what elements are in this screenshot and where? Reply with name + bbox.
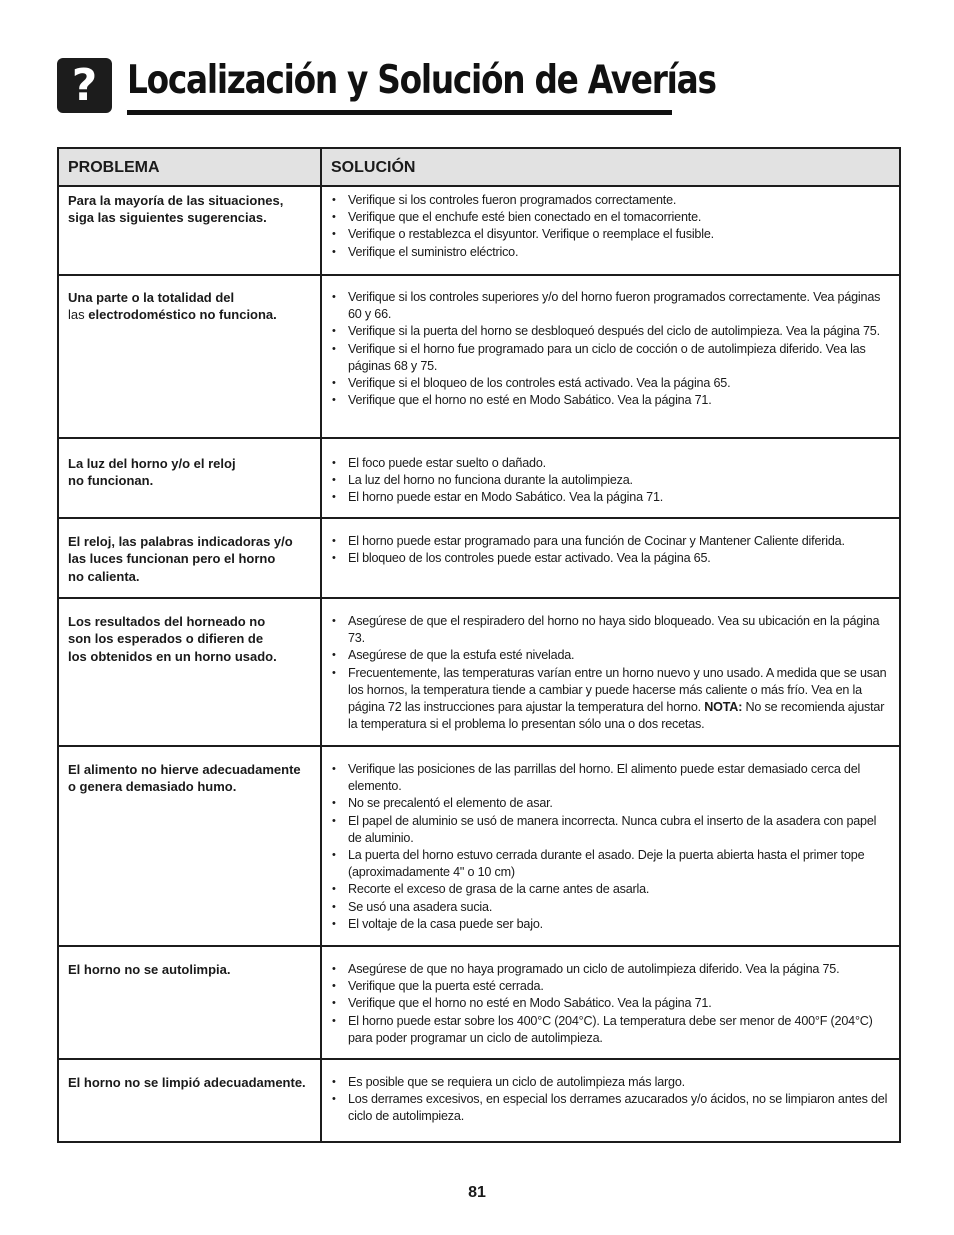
problem-cell (58, 518, 321, 598)
column-header-solution: SOLUCIÓN (321, 148, 900, 186)
solution-item: • Asegúrese de que no haya programado un ciclo de autolimpieza diferido. Vea la página 75. (330, 961, 893, 978)
problem-text: no funcionan. (68, 473, 154, 489)
column-header-problem: PROBLEMA (58, 148, 321, 186)
solution-item: • Verifique que la puerta esté cerrada. (330, 978, 893, 995)
table-row (58, 746, 900, 946)
solution-item: • Verifique que el enchufe esté bien conectado en el tomacorriente. (330, 209, 893, 226)
problem-cell (58, 186, 321, 275)
solution-item: • El foco puede estar suelto o dañado. (330, 455, 893, 472)
solution-item: • Se usó una asadera sucia. (330, 899, 893, 916)
problem-text: La luz del horno y/o el reloj (68, 456, 236, 471)
solution-item: • El horno puede estar programado para una función de Cocinar y Mantener Caliente diferida. (330, 533, 893, 550)
solution-item: • La luz del horno no funciona durante la autolimpieza. (330, 472, 893, 489)
table-row (58, 275, 900, 438)
solution-item: • El voltaje de la casa puede ser bajo. (330, 916, 893, 933)
solution-item: • Es posible que se requiera un ciclo de autolimpieza más largo. (330, 1074, 893, 1091)
solution-item: • Verifique que el horno no esté en Modo Sabático. Vea la página 71. (330, 392, 893, 409)
problem-text: los obtenidos en un horno usado. (68, 648, 277, 664)
problem-text: Para la mayoría de las situaciones, (68, 193, 284, 208)
table-row (58, 438, 900, 518)
solution-item: • Verifique si el bloqueo de los controles está activado. Vea la página 65. (330, 375, 893, 392)
solution-item: • No se precalentó el elemento de asar. (330, 795, 893, 812)
solution-item: • Verifique las posiciones de las parrillas del horno. El alimento puede estar demasiado cerca del elemento. (330, 761, 893, 795)
solution-item: • Recorte el exceso de grasa de la carne antes de asarla. (330, 881, 893, 898)
solution-cell (321, 438, 900, 518)
solution-item: • Asegúrese de que el respiradero del horno no haya sido bloqueado. Vea su ubicación en la página 73. (330, 613, 893, 647)
solution-item: • El papel de aluminio se usó de manera incorrecta. Nunca cubra el inserto de la asadera con papel de aluminio. (330, 813, 893, 847)
title-underline (127, 110, 672, 115)
solution-item: • Verifique si el horno fue programado para un ciclo de cocción o de autolimpieza diferido. Vea las páginas 68 y 75. (330, 341, 893, 375)
problem-text: El horno no se autolimpia. (68, 962, 231, 977)
problem-cell (58, 598, 321, 746)
solution-cell (321, 518, 900, 598)
problem-cell (58, 946, 321, 1059)
problem-text: siga las siguientes sugerencias. (68, 210, 267, 226)
page-number: 81 (468, 1184, 486, 1201)
note-label: NOTA: (704, 700, 743, 715)
problem-text: o genera demasiado humo. (68, 779, 237, 795)
table-row (58, 1059, 900, 1142)
problem-text: El reloj, las palabras indicadoras y/o (68, 534, 293, 549)
solution-item: • La puerta del horno estuvo cerrada durante el asado. Deje la puerta abierta hasta el primer tope (aproximadamente 4" o 10 cm) (330, 847, 893, 881)
solution-cell (321, 946, 900, 1059)
solution-cell (321, 746, 900, 946)
problem-text: no calienta. (68, 568, 140, 584)
solution-item: • Verifique si la puerta del horno se desbloqueó después del ciclo de autolimpieza. Vea la página 75. (330, 323, 893, 340)
table-row (58, 186, 900, 275)
problem-text: El horno no se limpió adecuadamente. (68, 1075, 306, 1090)
problem-cell (58, 1059, 321, 1142)
solution-item: • El bloqueo de los controles puede estar activado. Vea la página 65. (330, 550, 893, 567)
solution-item: • Verifique que el horno no esté en Modo Sabático. Vea la página 71. (330, 995, 893, 1012)
problem-cell (58, 438, 321, 518)
solution-cell (321, 598, 900, 746)
solution-cell (321, 1059, 900, 1142)
question-mark-icon: ? (57, 58, 112, 113)
problem-text: Una parte o la totalidad del (68, 290, 235, 305)
solution-cell (321, 275, 900, 438)
solution-cell (321, 186, 900, 275)
problem-text: El alimento no hierve adecuadamente (68, 762, 301, 777)
problem-text: son los esperados o difieren de (68, 631, 264, 647)
problem-text: las luces funcionan pero el horno (68, 551, 276, 567)
problem-cell (58, 275, 321, 438)
solution-item: • Verifique si los controles superiores y/o del horno fueron programados correctamente. Vea páginas 60 y 66. (330, 289, 893, 323)
solution-item: • Asegúrese de que la estufa esté nivelada. (330, 647, 893, 664)
table-row (58, 946, 900, 1059)
table-row (58, 598, 900, 746)
solution-item: • El horno puede estar en Modo Sabático. Vea la página 71. (330, 489, 893, 506)
problem-cell (58, 746, 321, 946)
page-title: Localización y Solución de Averías (127, 58, 716, 103)
solution-item: • Los derrames excesivos, en especial los derrames azucarados y/o ácidos, no se limpiaron antes del ciclo de autolimpieza. (330, 1091, 893, 1125)
solution-item: • Verifique el suministro eléctrico. (330, 244, 893, 261)
solution-item: • Verifique si los controles fueron programados correctamente. (330, 192, 893, 209)
solution-item: • Frecuentemente, las temperaturas varían entre un horno nuevo y uno usado. A medida que se usan los hornos, la temperatura tiende a cambiar y puede hacerse más caliente o más frío. Vea en la página 72 las instrucciones para ajustar la temperatura del horno. NOTA: No se recomienda ajustar la temperatura si el problema lo presentan sólo una o dos recetas. (330, 665, 893, 734)
solution-item: • Verifique o restablezca el disyuntor. Verifique o reemplace el fusible. (330, 226, 893, 243)
troubleshooting-table (57, 147, 901, 1143)
table-header-row (58, 148, 900, 186)
table-row (58, 518, 900, 598)
problem-text: Los resultados del horneado no (68, 614, 266, 629)
solution-item: • El horno puede estar sobre los 400°C (204°C). La temperatura debe ser menor de 400°F (204°C) para poder programar un ciclo de autolimpieza. (330, 1013, 893, 1047)
problem-text: las electrodoméstico no funciona. (68, 307, 277, 323)
